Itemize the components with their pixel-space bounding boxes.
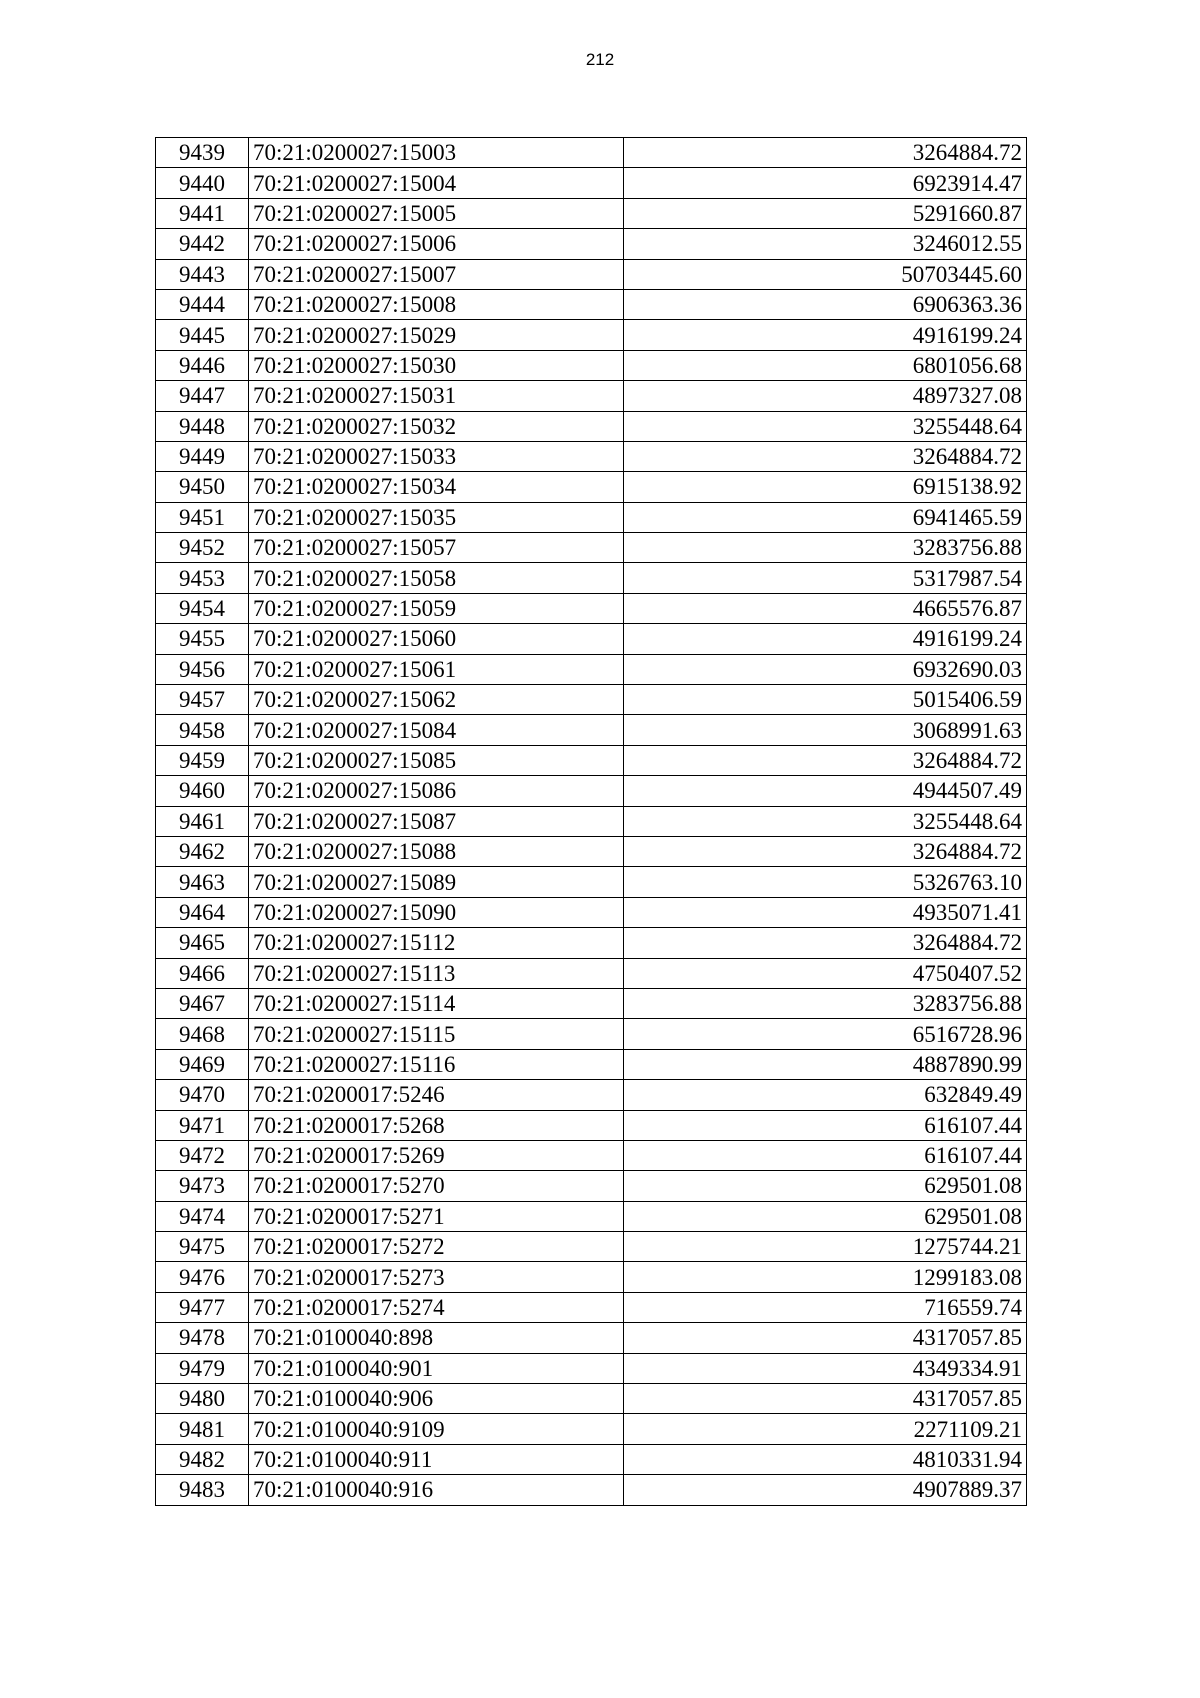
cadastral-number-cell: 70:21:0200027:15061 bbox=[249, 654, 624, 684]
cadastral-value-cell: 4317057.85 bbox=[624, 1323, 1027, 1353]
table-row bbox=[156, 958, 1027, 988]
cadastral-number-cell: 70:21:0200027:15090 bbox=[249, 897, 624, 927]
table-row bbox=[156, 1201, 1027, 1231]
cadastral-value-cell: 1275744.21 bbox=[624, 1232, 1027, 1262]
cadastral-number-cell: 70:21:0200017:5274 bbox=[249, 1292, 624, 1322]
cadastral-value-cell: 629501.08 bbox=[624, 1201, 1027, 1231]
cadastral-value-cell: 632849.49 bbox=[624, 1080, 1027, 1110]
row-number-cell: 9456 bbox=[156, 654, 249, 684]
cadastral-value-cell: 3283756.88 bbox=[624, 988, 1027, 1018]
cadastral-value-cell: 6906363.36 bbox=[624, 289, 1027, 319]
cadastral-number-cell: 70:21:0100040:9109 bbox=[249, 1414, 624, 1444]
cadastral-value-cell: 6801056.68 bbox=[624, 350, 1027, 380]
row-number-cell: 9474 bbox=[156, 1201, 249, 1231]
cadastral-value-cell: 6516728.96 bbox=[624, 1019, 1027, 1049]
table-row bbox=[156, 1171, 1027, 1201]
cadastral-value-cell: 629501.08 bbox=[624, 1171, 1027, 1201]
row-number-cell: 9467 bbox=[156, 988, 249, 1018]
table-row bbox=[156, 1140, 1027, 1170]
cadastral-value-cell: 616107.44 bbox=[624, 1110, 1027, 1140]
cadastral-value-cell: 6915138.92 bbox=[624, 472, 1027, 502]
table-row bbox=[156, 350, 1027, 380]
row-number-cell: 9480 bbox=[156, 1384, 249, 1414]
cadastral-value-cell: 1299183.08 bbox=[624, 1262, 1027, 1292]
table-row bbox=[156, 320, 1027, 350]
cadastral-number-cell: 70:21:0200027:15035 bbox=[249, 502, 624, 532]
table-row bbox=[156, 198, 1027, 228]
cadastral-value-cell: 5291660.87 bbox=[624, 198, 1027, 228]
cadastral-value-cell: 4665576.87 bbox=[624, 593, 1027, 623]
cadastral-value-cell: 5326763.10 bbox=[624, 867, 1027, 897]
cadastral-value-cell: 4750407.52 bbox=[624, 958, 1027, 988]
cadastral-number-cell: 70:21:0100040:911 bbox=[249, 1444, 624, 1474]
row-number-cell: 9439 bbox=[156, 138, 249, 168]
cadastral-value-cell: 4944507.49 bbox=[624, 776, 1027, 806]
table-row bbox=[156, 1080, 1027, 1110]
cadastral-number-cell: 70:21:0200017:5271 bbox=[249, 1201, 624, 1231]
row-number-cell: 9461 bbox=[156, 806, 249, 836]
table-row bbox=[156, 988, 1027, 1018]
row-number-cell: 9462 bbox=[156, 836, 249, 866]
cadastral-value-cell: 3264884.72 bbox=[624, 138, 1027, 168]
table-body bbox=[156, 138, 1027, 1506]
row-number-cell: 9447 bbox=[156, 381, 249, 411]
cadastral-number-cell: 70:21:0100040:898 bbox=[249, 1323, 624, 1353]
table-row bbox=[156, 1414, 1027, 1444]
row-number-cell: 9444 bbox=[156, 289, 249, 319]
cadastral-value-cell: 3264884.72 bbox=[624, 441, 1027, 471]
cadastral-number-cell: 70:21:0200017:5270 bbox=[249, 1171, 624, 1201]
row-number-cell: 9477 bbox=[156, 1292, 249, 1322]
table-row bbox=[156, 745, 1027, 775]
cadastral-value-cell: 4916199.24 bbox=[624, 624, 1027, 654]
row-number-cell: 9465 bbox=[156, 928, 249, 958]
row-number-cell: 9452 bbox=[156, 533, 249, 563]
cadastral-number-cell: 70:21:0200027:15030 bbox=[249, 350, 624, 380]
cadastral-number-cell: 70:21:0200027:15031 bbox=[249, 381, 624, 411]
cadastral-value-cell: 3264884.72 bbox=[624, 836, 1027, 866]
cadastral-number-cell: 70:21:0200017:5268 bbox=[249, 1110, 624, 1140]
cadastral-value-cell: 5317987.54 bbox=[624, 563, 1027, 593]
cadastral-value-cell: 6932690.03 bbox=[624, 654, 1027, 684]
cadastral-value-cell: 4349334.91 bbox=[624, 1353, 1027, 1383]
cadastral-number-cell: 70:21:0200027:15032 bbox=[249, 411, 624, 441]
cadastral-number-cell: 70:21:0200027:15086 bbox=[249, 776, 624, 806]
row-number-cell: 9454 bbox=[156, 593, 249, 623]
cadastral-number-cell: 70:21:0200027:15034 bbox=[249, 472, 624, 502]
cadastral-number-cell: 70:21:0200027:15008 bbox=[249, 289, 624, 319]
cadastral-number-cell: 70:21:0200027:15005 bbox=[249, 198, 624, 228]
row-number-cell: 9468 bbox=[156, 1019, 249, 1049]
cadastral-value-cell: 4916199.24 bbox=[624, 320, 1027, 350]
cadastral-number-cell: 70:21:0200017:5246 bbox=[249, 1080, 624, 1110]
cadastral-number-cell: 70:21:0200027:15089 bbox=[249, 867, 624, 897]
cadastral-value-cell: 6923914.47 bbox=[624, 168, 1027, 198]
cadastral-number-cell: 70:21:0200027:15062 bbox=[249, 685, 624, 715]
row-number-cell: 9445 bbox=[156, 320, 249, 350]
table-row bbox=[156, 168, 1027, 198]
cadastral-number-cell: 70:21:0200017:5269 bbox=[249, 1140, 624, 1170]
row-number-cell: 9464 bbox=[156, 897, 249, 927]
cadastral-value-cell: 4887890.99 bbox=[624, 1049, 1027, 1079]
cadastral-number-cell: 70:21:0200027:15006 bbox=[249, 229, 624, 259]
cadastral-value-cell: 5015406.59 bbox=[624, 685, 1027, 715]
cadastral-value-cell: 4897327.08 bbox=[624, 381, 1027, 411]
cadastral-value-cell: 4907889.37 bbox=[624, 1475, 1027, 1505]
table-row bbox=[156, 1049, 1027, 1079]
table-row bbox=[156, 289, 1027, 319]
table-row bbox=[156, 472, 1027, 502]
cadastral-value-cell: 3283756.88 bbox=[624, 533, 1027, 563]
row-number-cell: 9471 bbox=[156, 1110, 249, 1140]
row-number-cell: 9475 bbox=[156, 1232, 249, 1262]
cadastral-value-cell: 4810331.94 bbox=[624, 1444, 1027, 1474]
cadastral-value-cell: 50703445.60 bbox=[624, 259, 1027, 289]
cadastral-value-cell: 3255448.64 bbox=[624, 411, 1027, 441]
cadastral-number-cell: 70:21:0200027:15113 bbox=[249, 958, 624, 988]
row-number-cell: 9453 bbox=[156, 563, 249, 593]
cadastral-number-cell: 70:21:0200027:15087 bbox=[249, 806, 624, 836]
table-row bbox=[156, 138, 1027, 168]
cadastral-value-cell: 3255448.64 bbox=[624, 806, 1027, 836]
table-row bbox=[156, 1292, 1027, 1322]
table-row bbox=[156, 593, 1027, 623]
table-row bbox=[156, 685, 1027, 715]
row-number-cell: 9463 bbox=[156, 867, 249, 897]
row-number-cell: 9442 bbox=[156, 229, 249, 259]
table-row bbox=[156, 654, 1027, 684]
table-row bbox=[156, 1110, 1027, 1140]
cadastral-value-cell: 3264884.72 bbox=[624, 928, 1027, 958]
table-row bbox=[156, 897, 1027, 927]
cadastral-number-cell: 70:21:0200027:15085 bbox=[249, 745, 624, 775]
table-row bbox=[156, 776, 1027, 806]
table-row bbox=[156, 867, 1027, 897]
row-number-cell: 9443 bbox=[156, 259, 249, 289]
cadastral-number-cell: 70:21:0200027:15114 bbox=[249, 988, 624, 1018]
row-number-cell: 9449 bbox=[156, 441, 249, 471]
cadastral-number-cell: 70:21:0100040:906 bbox=[249, 1384, 624, 1414]
table-row bbox=[156, 1323, 1027, 1353]
row-number-cell: 9451 bbox=[156, 502, 249, 532]
row-number-cell: 9476 bbox=[156, 1262, 249, 1292]
cadastral-value-cell: 3264884.72 bbox=[624, 745, 1027, 775]
row-number-cell: 9479 bbox=[156, 1353, 249, 1383]
table-row bbox=[156, 502, 1027, 532]
table-row bbox=[156, 1019, 1027, 1049]
cadastral-number-cell: 70:21:0200027:15057 bbox=[249, 533, 624, 563]
table-row bbox=[156, 1232, 1027, 1262]
table-row bbox=[156, 928, 1027, 958]
row-number-cell: 9458 bbox=[156, 715, 249, 745]
table-row bbox=[156, 715, 1027, 745]
cadastral-value-table bbox=[155, 137, 1027, 1506]
table-row bbox=[156, 411, 1027, 441]
table-row bbox=[156, 533, 1027, 563]
table-row bbox=[156, 1444, 1027, 1474]
table-row bbox=[156, 259, 1027, 289]
cadastral-number-cell: 70:21:0200027:15115 bbox=[249, 1019, 624, 1049]
row-number-cell: 9472 bbox=[156, 1140, 249, 1170]
row-number-cell: 9457 bbox=[156, 685, 249, 715]
cadastral-number-cell: 70:21:0200027:15116 bbox=[249, 1049, 624, 1079]
cadastral-value-cell: 6941465.59 bbox=[624, 502, 1027, 532]
table-row bbox=[156, 1384, 1027, 1414]
row-number-cell: 9481 bbox=[156, 1414, 249, 1444]
table-row bbox=[156, 806, 1027, 836]
table-row bbox=[156, 1475, 1027, 1505]
table-row bbox=[156, 1262, 1027, 1292]
table-row bbox=[156, 441, 1027, 471]
row-number-cell: 9446 bbox=[156, 350, 249, 380]
cadastral-number-cell: 70:21:0100040:916 bbox=[249, 1475, 624, 1505]
cadastral-value-cell: 4935071.41 bbox=[624, 897, 1027, 927]
cadastral-number-cell: 70:21:0100040:901 bbox=[249, 1353, 624, 1383]
cadastral-number-cell: 70:21:0200027:15004 bbox=[249, 168, 624, 198]
cadastral-number-cell: 70:21:0200017:5272 bbox=[249, 1232, 624, 1262]
table-row bbox=[156, 381, 1027, 411]
cadastral-value-cell: 3246012.55 bbox=[624, 229, 1027, 259]
row-number-cell: 9478 bbox=[156, 1323, 249, 1353]
row-number-cell: 9459 bbox=[156, 745, 249, 775]
cadastral-number-cell: 70:21:0200027:15033 bbox=[249, 441, 624, 471]
table-row bbox=[156, 563, 1027, 593]
cadastral-number-cell: 70:21:0200027:15029 bbox=[249, 320, 624, 350]
page-number: 212 bbox=[585, 50, 615, 69]
table-row bbox=[156, 229, 1027, 259]
row-number-cell: 9460 bbox=[156, 776, 249, 806]
row-number-cell: 9448 bbox=[156, 411, 249, 441]
cadastral-number-cell: 70:21:0200027:15059 bbox=[249, 593, 624, 623]
row-number-cell: 9441 bbox=[156, 198, 249, 228]
cadastral-number-cell: 70:21:0200027:15058 bbox=[249, 563, 624, 593]
row-number-cell: 9470 bbox=[156, 1080, 249, 1110]
cadastral-number-cell: 70:21:0200027:15088 bbox=[249, 836, 624, 866]
cadastral-value-cell: 716559.74 bbox=[624, 1292, 1027, 1322]
row-number-cell: 9482 bbox=[156, 1444, 249, 1474]
cadastral-number-cell: 70:21:0200027:15060 bbox=[249, 624, 624, 654]
cadastral-number-cell: 70:21:0200027:15007 bbox=[249, 259, 624, 289]
cadastral-value-cell: 3068991.63 bbox=[624, 715, 1027, 745]
row-number-cell: 9450 bbox=[156, 472, 249, 502]
table-row bbox=[156, 836, 1027, 866]
cadastral-value-cell: 2271109.21 bbox=[624, 1414, 1027, 1444]
cadastral-number-cell: 70:21:0200017:5273 bbox=[249, 1262, 624, 1292]
row-number-cell: 9440 bbox=[156, 168, 249, 198]
cadastral-value-cell: 4317057.85 bbox=[624, 1384, 1027, 1414]
row-number-cell: 9455 bbox=[156, 624, 249, 654]
row-number-cell: 9473 bbox=[156, 1171, 249, 1201]
table-row bbox=[156, 1353, 1027, 1383]
row-number-cell: 9483 bbox=[156, 1475, 249, 1505]
cadastral-value-cell: 616107.44 bbox=[624, 1140, 1027, 1170]
cadastral-number-cell: 70:21:0200027:15003 bbox=[249, 138, 624, 168]
cadastral-number-cell: 70:21:0200027:15084 bbox=[249, 715, 624, 745]
row-number-cell: 9469 bbox=[156, 1049, 249, 1079]
table-row bbox=[156, 624, 1027, 654]
row-number-cell: 9466 bbox=[156, 958, 249, 988]
cadastral-number-cell: 70:21:0200027:15112 bbox=[249, 928, 624, 958]
